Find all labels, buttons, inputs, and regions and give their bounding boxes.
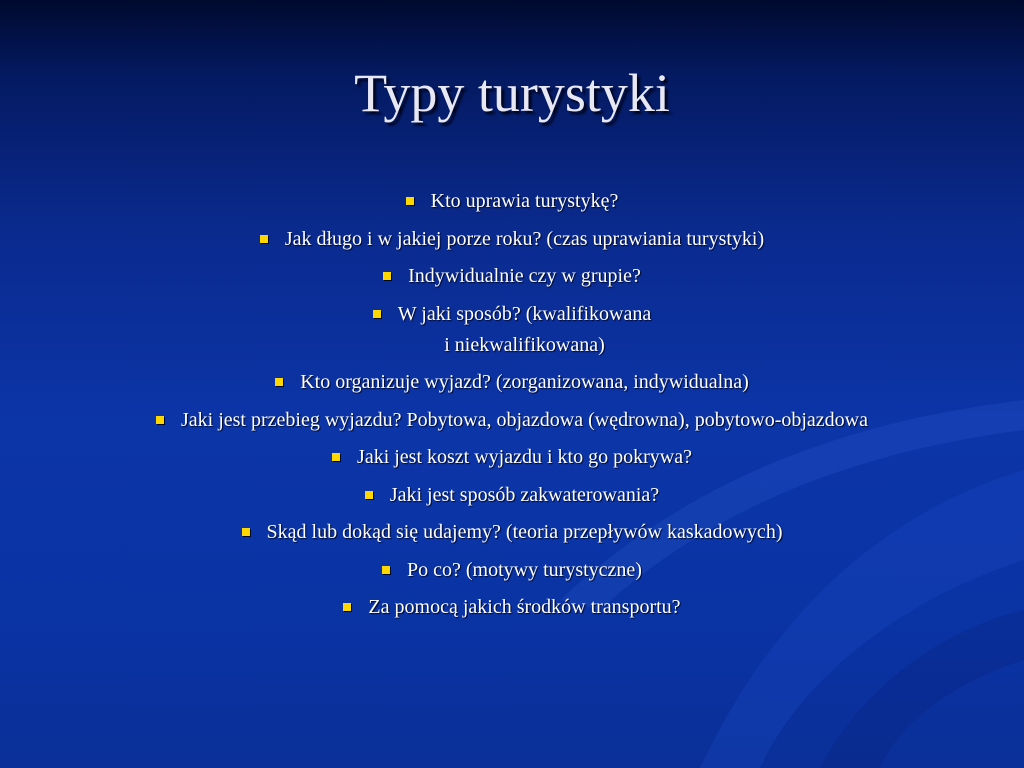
bullet-item xyxy=(40,555,984,586)
bullet-text: Indywidualnie czy w grupie? xyxy=(408,265,641,287)
square-bullet-icon xyxy=(382,566,390,574)
square-bullet-icon xyxy=(406,197,414,205)
bullet-text: Jaki jest koszt wyjazdu i kto go pokrywa? xyxy=(357,446,692,468)
square-bullet-icon xyxy=(275,378,283,386)
bullet-text: Kto uprawia turystykę? xyxy=(430,190,619,212)
bullet-text: Po co? (motywy turystyczne) xyxy=(407,558,642,581)
square-bullet-icon xyxy=(373,310,381,318)
square-bullet-icon xyxy=(383,272,391,280)
square-bullet-icon xyxy=(365,491,373,499)
square-bullet-icon xyxy=(260,235,268,243)
bullet-text: Jak długo i w jakiej porze roku? (czas uprawiania turystyki) xyxy=(284,227,765,250)
bullet-item xyxy=(40,480,984,511)
bullet-text: Skąd lub dokąd się udajemy? (teoria przepływów kaskadowych) xyxy=(266,521,783,543)
bullet-text-multiline xyxy=(398,299,651,361)
bullet-item xyxy=(40,224,984,255)
bullet-item xyxy=(40,299,984,361)
bullet-item xyxy=(40,592,984,623)
bullet-item xyxy=(40,367,984,398)
square-bullet-icon xyxy=(242,528,250,536)
bullet-item xyxy=(40,186,984,217)
bullet-item xyxy=(40,405,984,436)
square-bullet-icon xyxy=(343,603,351,611)
bullet-text: Kto organizuje wyjazd? (zorganizowana, indywidualna) xyxy=(300,371,749,393)
bullet-list xyxy=(40,186,984,630)
bullet-text-line: W jaki sposób? (kwalifikowana xyxy=(397,302,652,325)
slide-title: Typy turystyki xyxy=(354,63,670,123)
bullet-text: Jaki jest sposób zakwaterowania? xyxy=(389,483,660,506)
bullet-item xyxy=(40,517,984,548)
square-bullet-icon xyxy=(332,453,340,461)
bullet-text: Za pomocą jakich środków transportu? xyxy=(368,596,681,618)
bullet-item xyxy=(40,261,984,292)
bullet-text-line: i niekwalifikowana) xyxy=(444,333,605,356)
bullet-text: Jaki jest przebieg wyjazdu? Pobytowa, objazdowa (wędrowna), pobytowo-objazdowa xyxy=(180,408,868,431)
square-bullet-icon xyxy=(156,416,164,424)
bullet-item xyxy=(40,442,984,473)
